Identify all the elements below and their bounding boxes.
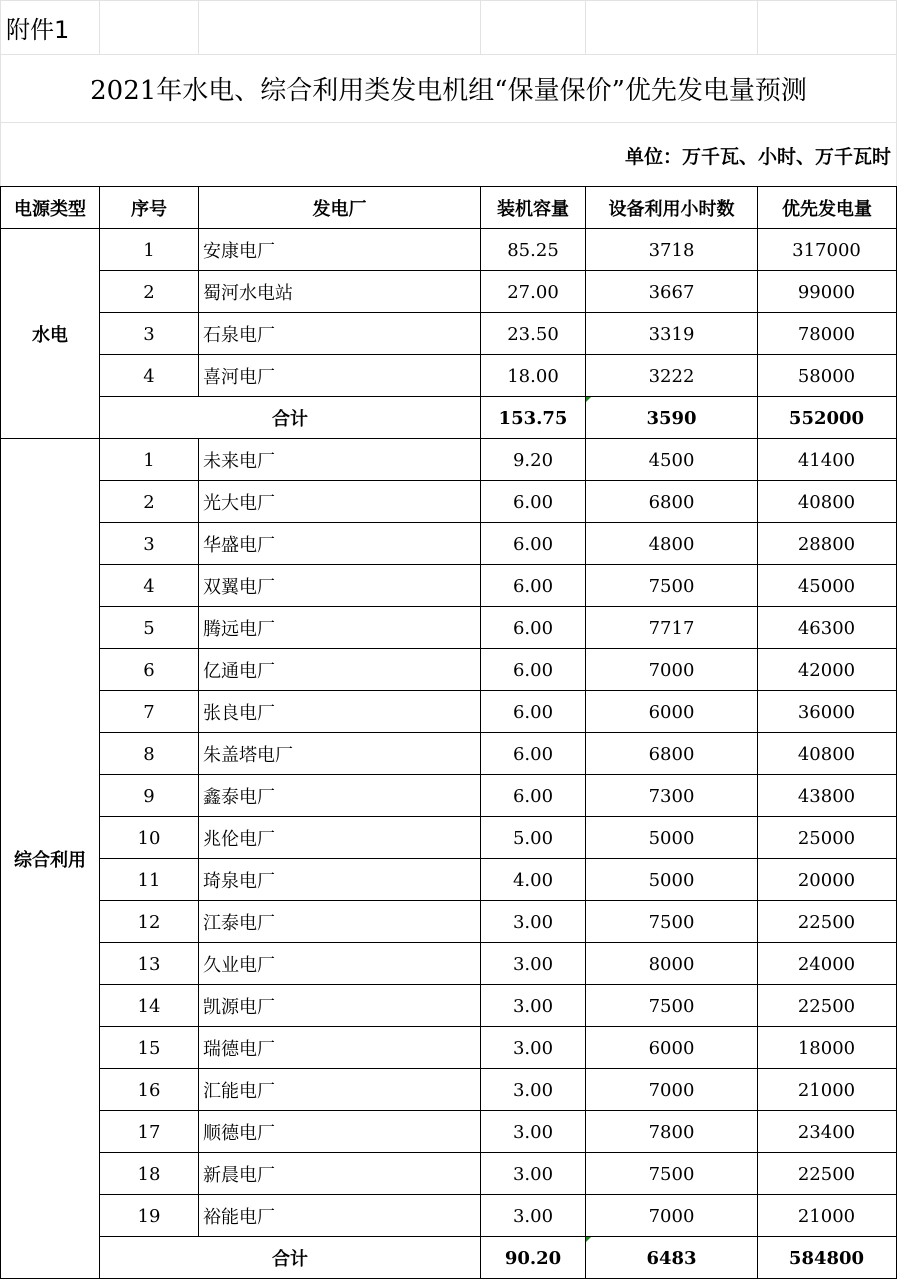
row-capacity[interactable]: 85.25 [507,239,559,261]
row-plant[interactable]: 兆伦电厂 [203,829,275,850]
row-index[interactable]: 6 [143,659,155,681]
row-index[interactable]: 1 [143,239,155,261]
gridline [0,122,897,123]
group-type-cell[interactable]: 综合利用 [14,850,86,871]
row-generation[interactable]: 22500 [797,995,856,1017]
row-hours[interactable]: 3319 [648,323,695,345]
row-index[interactable]: 2 [143,491,155,513]
row-hours[interactable]: 7500 [648,995,695,1017]
total-generation[interactable]: 584800 [788,1247,865,1269]
row-hours[interactable]: 7000 [648,1205,695,1227]
row-capacity[interactable]: 6.00 [512,617,554,639]
row-generation[interactable]: 99000 [797,281,856,303]
row-generation[interactable]: 20000 [797,869,856,891]
row-index[interactable]: 1 [143,449,155,471]
row-hours[interactable]: 7500 [648,911,695,933]
table-border [585,186,586,1279]
row-capacity[interactable]: 27.00 [507,281,559,303]
row-plant[interactable]: 亿通电厂 [203,661,275,682]
row-plant[interactable]: 汇能电厂 [203,1081,275,1102]
page-title[interactable]: 2021年水电、综合利用类发电机组“保量保价”优先发电量预测 [90,75,807,106]
row-plant[interactable]: 久业电厂 [203,955,275,976]
row-plant[interactable]: 江泰电厂 [203,913,275,934]
row-hours[interactable]: 3222 [648,365,695,387]
total-label[interactable]: 合计 [272,409,308,430]
header-plant[interactable]: 发电厂 [312,199,367,220]
row-generation[interactable]: 23400 [797,1121,856,1143]
row-generation[interactable]: 42000 [797,659,856,681]
row-hours[interactable]: 4500 [648,449,695,471]
row-hours[interactable]: 5000 [648,827,695,849]
row-hours[interactable]: 5000 [648,869,695,891]
gridline [757,0,758,54]
row-capacity[interactable]: 23.50 [507,323,559,345]
row-index[interactable]: 11 [137,869,161,891]
table-border [198,439,199,1237]
row-index[interactable]: 9 [143,785,155,807]
row-index[interactable]: 14 [137,995,161,1017]
row-hours[interactable]: 7500 [648,575,695,597]
row-hours[interactable]: 7300 [648,785,695,807]
row-plant[interactable]: 朱盖塔电厂 [203,745,293,766]
row-plant[interactable]: 未来电厂 [203,451,275,472]
row-plant[interactable]: 华盛电厂 [203,535,275,556]
row-plant[interactable]: 裕能电厂 [203,1207,275,1228]
row-hours[interactable]: 7717 [648,617,695,639]
row-hours[interactable]: 3718 [648,239,695,261]
row-generation[interactable]: 317000 [792,239,861,261]
row-generation[interactable]: 28800 [797,533,856,555]
row-capacity[interactable]: 6.00 [512,785,554,807]
row-capacity[interactable]: 6.00 [512,533,554,555]
row-generation[interactable]: 21000 [797,1079,856,1101]
row-plant[interactable]: 腾远电厂 [203,619,275,640]
table-border [0,186,1,1279]
row-generation[interactable]: 40800 [797,491,856,513]
total-capacity[interactable]: 90.20 [504,1247,562,1269]
row-index[interactable]: 2 [143,281,155,303]
row-index[interactable]: 3 [143,323,155,345]
row-capacity[interactable]: 3.00 [512,953,554,975]
row-hours[interactable]: 6000 [648,701,695,723]
gridline [99,0,100,54]
row-hours[interactable]: 7800 [648,1121,695,1143]
total-generation[interactable]: 552000 [788,407,865,429]
row-index[interactable]: 17 [137,1121,161,1143]
row-generation[interactable]: 43800 [797,785,856,807]
row-plant[interactable]: 琦泉电厂 [203,871,275,892]
row-generation[interactable]: 41400 [797,449,856,471]
row-index[interactable]: 10 [137,827,161,849]
row-hours[interactable]: 6000 [648,1037,695,1059]
header-type[interactable]: 电源类型 [14,199,86,220]
row-generation[interactable]: 46300 [797,617,856,639]
gridline [585,0,586,54]
row-index[interactable]: 3 [143,533,155,555]
row-index[interactable]: 15 [137,1037,161,1059]
row-capacity[interactable]: 18.00 [507,365,559,387]
row-plant[interactable]: 喜河电厂 [203,367,275,388]
row-generation[interactable]: 22500 [797,1163,856,1185]
total-hours[interactable]: 6483 [646,1247,697,1269]
row-generation[interactable]: 18000 [797,1037,856,1059]
row-capacity[interactable]: 3.00 [512,911,554,933]
row-index[interactable]: 18 [137,1163,161,1185]
row-generation[interactable]: 58000 [797,365,856,387]
gridline [480,0,481,54]
row-capacity[interactable]: 3.00 [512,1121,554,1143]
row-capacity[interactable]: 3.00 [512,995,554,1017]
row-generation[interactable]: 21000 [797,1205,856,1227]
row-plant[interactable]: 蜀河水电站 [203,283,293,304]
attachment-label[interactable]: 附件1 [6,15,70,44]
formula-marker-icon [586,397,591,402]
row-capacity[interactable]: 3.00 [512,1079,554,1101]
row-index[interactable]: 4 [143,365,155,387]
row-hours[interactable]: 7000 [648,1079,695,1101]
row-generation[interactable]: 36000 [797,701,856,723]
row-index[interactable]: 4 [143,575,155,597]
row-plant[interactable]: 瑞德电厂 [203,1039,275,1060]
gridline [198,0,199,54]
row-hours[interactable]: 3667 [648,281,695,303]
row-capacity[interactable]: 6.00 [512,575,554,597]
gridline [0,54,897,55]
row-plant[interactable]: 张良电厂 [203,703,275,724]
row-plant[interactable]: 凯源电厂 [203,997,275,1018]
unit-note[interactable]: 单位：万千瓦、小时、万千瓦时 [624,145,891,168]
row-capacity[interactable]: 3.00 [512,1037,554,1059]
total-capacity[interactable]: 153.75 [498,407,568,429]
header-hours[interactable]: 设备利用小时数 [608,199,735,220]
header-generation[interactable]: 优先发电量 [782,199,872,220]
row-capacity[interactable]: 6.00 [512,659,554,681]
row-hours[interactable]: 6800 [648,743,695,765]
row-capacity[interactable]: 3.00 [512,1163,554,1185]
row-capacity[interactable]: 9.20 [512,449,554,471]
row-capacity[interactable]: 5.00 [512,827,554,849]
row-capacity[interactable]: 6.00 [512,743,554,765]
total-hours[interactable]: 3590 [646,407,697,429]
row-generation[interactable]: 45000 [797,575,856,597]
row-index[interactable]: 13 [137,953,161,975]
formula-marker-icon [586,1237,591,1242]
row-generation[interactable]: 40800 [797,743,856,765]
row-plant[interactable]: 安康电厂 [203,241,275,262]
gridline [0,0,1,187]
row-generation[interactable]: 24000 [797,953,856,975]
row-plant[interactable]: 新晨电厂 [203,1165,275,1186]
row-index[interactable]: 12 [137,911,161,933]
row-capacity[interactable]: 3.00 [512,1205,554,1227]
row-index[interactable]: 16 [137,1079,161,1101]
row-generation[interactable]: 78000 [797,323,856,345]
row-generation[interactable]: 22500 [797,911,856,933]
row-index[interactable]: 19 [137,1205,161,1227]
group-type-cell[interactable]: 水电 [32,325,68,346]
header-capacity[interactable]: 装机容量 [497,199,569,220]
row-index[interactable]: 8 [143,743,155,765]
row-hours[interactable]: 8000 [648,953,695,975]
row-index[interactable]: 7 [143,701,155,723]
row-plant[interactable]: 鑫泰电厂 [203,787,275,808]
row-hours[interactable]: 7500 [648,1163,695,1185]
row-hours[interactable]: 7000 [648,659,695,681]
table-border [757,186,758,1279]
header-index[interactable]: 序号 [131,199,167,220]
row-index[interactable]: 5 [143,617,155,639]
row-hours[interactable]: 4800 [648,533,695,555]
row-capacity[interactable]: 6.00 [512,701,554,723]
table-border [480,186,481,1279]
table-border [0,186,897,187]
total-label[interactable]: 合计 [272,1249,308,1270]
row-capacity[interactable]: 4.00 [512,869,554,891]
row-capacity[interactable]: 6.00 [512,491,554,513]
row-plant[interactable]: 石泉电厂 [203,325,275,346]
table-border [198,229,199,397]
row-plant[interactable]: 双翼电厂 [203,577,275,598]
row-generation[interactable]: 25000 [797,827,856,849]
row-plant[interactable]: 光大电厂 [203,493,275,514]
table-border [198,186,199,229]
row-hours[interactable]: 6800 [648,491,695,513]
table-border [99,186,100,1279]
row-plant[interactable]: 顺德电厂 [203,1123,275,1144]
gridline [0,0,897,1]
